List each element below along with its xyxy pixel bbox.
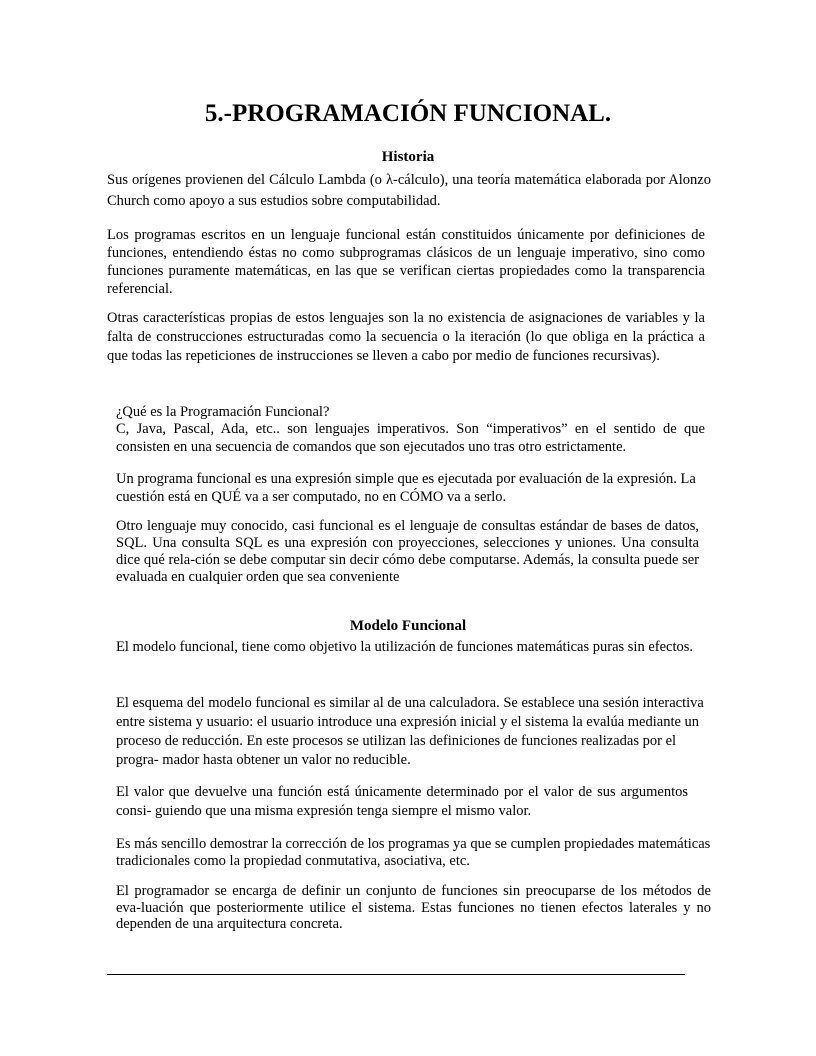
question-heading: ¿Qué es la Programación Funcional? xyxy=(116,404,330,420)
paragraph-que-es-2: Un programa funcional es una expresión simple que es ejecutada por evaluación de la expresión. La cuestión está en QUÉ va a ser computado, no en CÓMO va a serlo. xyxy=(116,471,696,505)
paragraph-historia-3: Otras características propias de estos lenguajes son la no existencia de asignaciones de variables y la falta de construcciones estructuradas como la secuencia o la iteración (lo que obliga en la práctica a que todas las repeticiones de instrucciones se lleven a cabo por medio de funciones recursivas). xyxy=(107,310,705,364)
paragraph-modelo-1: El modelo funcional, tiene como objetivo la utilización de funciones matemáticas puras sin efectos. xyxy=(116,639,693,655)
page-title: 5.-PROGRAMACIÓN FUNCIONAL. xyxy=(204,100,612,127)
footer-divider xyxy=(107,974,685,975)
paragraph-modelo-2: El esquema del modelo funcional es similar al de una calculadora. Se establece una sesión interactiva entre sistema y usuario: el usuario introduce una expresión inicial y el sistema la evalúa mediante un proceso de reducción. En este procesos se utilizan las definiciones de funciones realizadas por el progra- mador hasta obtener un valor no reducible. xyxy=(116,695,704,768)
section-heading-modelo: Modelo Funcional xyxy=(349,618,467,634)
paragraph-historia-1: Sus orígenes provienen del Cálculo Lambda (o λ-cálculo), una teoría matemática elaborada por Alonzo Church como apoyo a sus estudios sobre computabilidad. xyxy=(107,172,711,209)
paragraph-modelo-5: El programador se encarga de definir un conjunto de funciones sin preocuparse de los métodos de eva-luación que posteriormente utilice el sistema. Estas funciones no tienen efectos laterales y no dependen de una arquitectura concreta. xyxy=(116,883,711,932)
paragraph-historia-2: Los programas escritos en un lenguaje funcional están constituidos únicamente por definiciones de funciones, entendiendo éstas no como subprogramas clásicos de un lenguaje imperativo, sino como funciones puramente matemáticas, en las que se verifican ciertas propiedades como la transparencia referencial. xyxy=(107,227,705,297)
paragraph-modelo-4: Es más sencillo demostrar la corrección de los programas ya que se cumplen propiedades matemáticas tradicionales como la propiedad conmutativa, asociativa, etc. xyxy=(116,836,711,869)
paragraph-que-es-1: C, Java, Pascal, Ada, etc.. son lenguajes imperativos. Son “imperativos” en el sentido de que consisten en una secuencia de comandos que son ejecutados uno tras otro estrictamente. xyxy=(116,421,705,455)
paragraph-modelo-3: El valor que devuelve una función está únicamente determinado por el valor de sus argumentos consi- guiendo que una misma expresión tenga siempre el mismo valor. xyxy=(116,784,688,819)
paragraph-que-es-3: Otro lenguaje muy conocido, casi funcional es el lenguaje de consultas estándar de bases de datos, SQL. Una consulta SQL es una expresión con proyecciones, selecciones y uniones. Una consulta dice qué rela-ción se debe computar sin decir cómo debe computarse. Además, la consulta puede ser evaluada en cualquier orden que sea conveniente xyxy=(116,518,699,585)
section-heading-historia: Historia xyxy=(381,149,435,165)
